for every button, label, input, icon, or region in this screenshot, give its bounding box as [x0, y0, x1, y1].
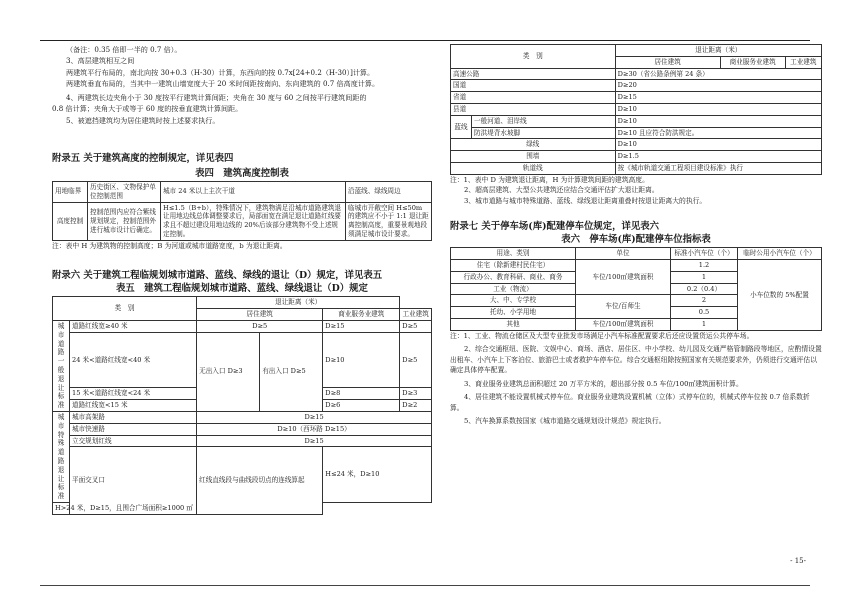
table-cell: 县道: [451, 103, 616, 115]
table-cell: 防洪堤背水坡脚: [472, 127, 616, 139]
paragraph: 两建筑垂直布局的，当其中一建筑山墙宽度大于 20 米时间距按南向、东向建筑的 0.7 倍高度计算。: [66, 78, 380, 88]
table-cell: 控制范围内应符合紫线规划规定，控制范围外进行城市设计后确定。: [88, 202, 161, 240]
table-cell: 国道: [451, 80, 616, 92]
table-header: 退让距离（米）: [615, 45, 821, 57]
table5-note: 2、超高层建筑、大型公共建筑还应结合交通评估扩大退让距离。: [464, 186, 659, 195]
table-cell: 小车位数的 5%配置: [738, 260, 822, 331]
table5-continued: [450, 44, 822, 175]
table-header: 用地临界: [53, 182, 88, 203]
table-cell: D≥15: [615, 92, 821, 104]
table-header: 单位: [576, 248, 671, 260]
table-cell: D≥15: [323, 320, 400, 332]
table-cell: 围墙: [451, 151, 616, 163]
table-header: 工业建筑: [785, 56, 821, 68]
table-cell: D≥2: [400, 400, 432, 412]
table-cell: D≥1.5: [615, 151, 821, 163]
table-header: 商业服务业建筑: [720, 56, 785, 68]
paragraph: 3、高层建筑相互之间: [66, 56, 135, 66]
table-cell: 道路红线宽≥40 米: [70, 320, 197, 332]
table-header: 类 别: [53, 297, 197, 321]
table-header: 城市 24 米以上主次干道: [161, 182, 346, 203]
table-cell: 有出入口 D≥5: [260, 332, 323, 411]
paragraph: 两建筑平行布局的，南北向按 30+0.3（H-30）计算，东西向的按 0.7x[24+0.2（H-30）]计算。: [66, 67, 375, 77]
table-header: 工业建筑: [400, 309, 432, 321]
table-header: 历史街区、文物保护单位控制范围: [88, 182, 161, 203]
header-rule: [40, 40, 810, 41]
table-cell: 红线直线段与曲线段切点的连线算起: [197, 447, 323, 514]
table-cell: 道路红线宽<15 米: [70, 400, 197, 412]
table6-note: 4、居住建筑不能设置机械式停车位。商业服务业建筑设置机械（立体）式停车位的，机械式停车位按 0.7 倍系数折算。: [450, 393, 810, 412]
table-cell: 1: [671, 319, 738, 331]
table-cell: H≤1.5（B+b），特殊情况下，建筑物满足沿城市道路建筑退让用地边线总体调整要求后，局部面宽在满足退让道路红线要求且不超过建设用地边线的 20%后该部分建筑物不受上述规定控制。: [161, 202, 346, 240]
table-cell: 1: [671, 271, 738, 283]
table-cell: 0.2（0.4）: [671, 283, 738, 295]
table-header: 沿蓝线、绿线周边: [346, 182, 432, 203]
appendix6-title: 附录六 关于建筑工程临规划城市道路、蓝线、绿线的退让（D）规定，详见表五: [52, 270, 383, 282]
table-cell: 行政办公、教育科研、商业、商务: [451, 271, 576, 283]
table-cell: H>24 米，D≥15，且围合广场面积≥1000 ㎡: [53, 502, 197, 514]
table-cell: 2: [671, 295, 738, 307]
footer-rule: [40, 585, 810, 586]
table-cell: D≥30（省公路条例第 24 条）: [615, 68, 821, 80]
table-cell: D≥10（西环路 D≥15）: [197, 423, 432, 435]
table-row-label: 高度控制: [53, 202, 88, 240]
table-cell: D≥6: [323, 400, 400, 412]
table-cell: 车位/100㎡建筑面积: [576, 260, 671, 295]
table-cell: 托幼、小学用地: [451, 307, 576, 319]
table-cell: D≥10: [615, 115, 821, 127]
table-header: 商业服务业建筑: [323, 309, 400, 321]
table-cell: 无出入口 D≥3: [197, 332, 260, 411]
table-cell: 住宅（除新建村民住宅）: [451, 260, 576, 272]
table-cell: 临城市开敞空间 H≤50m 的建筑应不小于 1:1 退让距离控制高度，重要景观地段须满足城市设计要求。: [346, 202, 432, 240]
table5-note: 注：1、表中 D 为建筑退让距离，H 为计算建筑间距的建筑高度。: [450, 175, 649, 184]
table-cell: H≤24 米，D≥10: [323, 447, 432, 503]
table6-note: 5、汽车换算系数按国家《城市道路交通规划设计规范》规定执行。: [464, 417, 666, 426]
page-number: - 15-: [790, 557, 806, 565]
table-cell: 高速公路: [451, 68, 616, 80]
table5-caption: 表五 建筑工程临规划城市道路、蓝线、绿线退让（D）规定: [116, 283, 368, 295]
table-cell: 24 米<道路红线宽<40 米: [70, 332, 197, 388]
table-cell: 其他: [451, 319, 576, 331]
table-header: 用途、类别: [451, 248, 576, 260]
table-cell: 0.5: [671, 307, 738, 319]
table6-note: 注：1、工业、物流仓储区及大型专业批发市场满足小汽车标准配置要求后还应设置货运公共停车场。: [450, 331, 754, 340]
table-cell: 平面交叉口: [70, 447, 197, 514]
table-cell: 城市快速路: [70, 423, 197, 435]
table-header: 居住建筑: [197, 309, 323, 321]
right-column: [450, 44, 822, 427]
table-cell: 城市高架路: [70, 411, 197, 423]
table-header: 类 别: [451, 45, 616, 69]
table4-note: 注：表中 H 为建筑物的控制高度；B 为河道或城市道路宽度，b 为退让距离。: [52, 241, 287, 250]
paragraph: 0.8 倍计算；夹角大于或等于 60 度的按垂直建筑计算间距。: [52, 104, 243, 114]
table-cell: D≥15: [197, 435, 432, 447]
table-cell: D≥15: [197, 411, 432, 423]
group-label: 蓝线: [451, 115, 472, 139]
table-cell: D≥5: [400, 320, 432, 332]
group-label: 城市道路一般退让标准: [53, 320, 70, 411]
table5: [52, 296, 432, 514]
table-cell: D≥3: [400, 388, 432, 400]
table-cell: 按《城市轨道交通工程项目建设标准》执行: [615, 162, 821, 174]
table-cell: 工业（物流）: [451, 283, 576, 295]
table-cell: 绿线: [451, 139, 616, 151]
table-cell: 大、中、专学校: [451, 295, 576, 307]
appendix5-title: 附录五 关于建筑高度的控制规定，详见表四: [52, 153, 234, 165]
table-cell: D≥5: [197, 320, 323, 332]
paragraph: 5、被遮挡建筑均为居住建筑时按上述要求执行。: [66, 115, 220, 125]
paragraph: 4、两建筑长边夹角小于 30 度按平行建筑计算间距；夹角在 30 度与 60 之间按平行建筑间距的: [66, 93, 367, 103]
table-cell: 15 米<道路红线宽<24 米: [70, 388, 197, 400]
appendix7-title: 附录七 关于停车场(库)配建停车位规定，详见表六: [450, 221, 660, 233]
table5-note: 3、城市道路与城市特殊道路、蓝线、绿线退让距离重叠时按退让距离大的执行。: [464, 196, 707, 205]
group-label: 城市特殊道路退让标准: [53, 411, 70, 502]
table-cell: D≥10 且应符合防洪规定。: [615, 127, 821, 139]
table-header: 居住建筑: [615, 56, 720, 68]
table-cell: D≥10: [323, 332, 400, 388]
table-header: 临时公用小汽车位（个）: [738, 248, 822, 260]
table6-note: 3、商业服务业建筑总面积超过 20 万平方米的，超出部分按 0.5 车位/100㎡建筑面积计算。: [464, 379, 743, 388]
table-cell: 车位/100㎡建筑面积: [576, 319, 671, 331]
table4: [52, 181, 432, 241]
table6-note: 2、综合交通枢纽、医院、文娱中心、商场、酒店、居住区、中小学校、幼儿园及交通严格管制路段等地区，应酌情设置出租车、小汽车上下客泊位、旅游巴士或者救护车停车位。综合交通枢纽除按照国家有关规范要求外，仍须进行交通评估以确定具体停车配置。: [450, 345, 822, 375]
table-cell: 车位/百师生: [576, 295, 671, 319]
table-cell: 立交规划红线: [70, 435, 197, 447]
left-column: [52, 44, 432, 515]
table6: [450, 247, 822, 331]
table-cell: 一般河道、泪岸线: [472, 115, 616, 127]
table-header: 退让距离（米）: [197, 297, 400, 309]
table-cell: 轨道线: [451, 162, 616, 174]
table-cell: 省道: [451, 92, 616, 104]
table-cell: D≥20: [615, 80, 821, 92]
table-header: 标准小汽车位（个）: [671, 248, 738, 260]
table-cell: D≥10: [615, 103, 821, 115]
table-cell: D≥10: [615, 139, 821, 151]
table6-caption: 表六 停车场(库)配建停车位指标表: [561, 234, 711, 246]
table-cell: D≥8: [323, 388, 400, 400]
table-cell: D≥5: [400, 332, 432, 388]
table4-caption: 表四 建筑高度控制表: [195, 168, 289, 180]
table-cell: 1.2: [671, 260, 738, 272]
paragraph: （备注：0.35 倍即一半的 0.7 倍）。: [66, 45, 182, 54]
